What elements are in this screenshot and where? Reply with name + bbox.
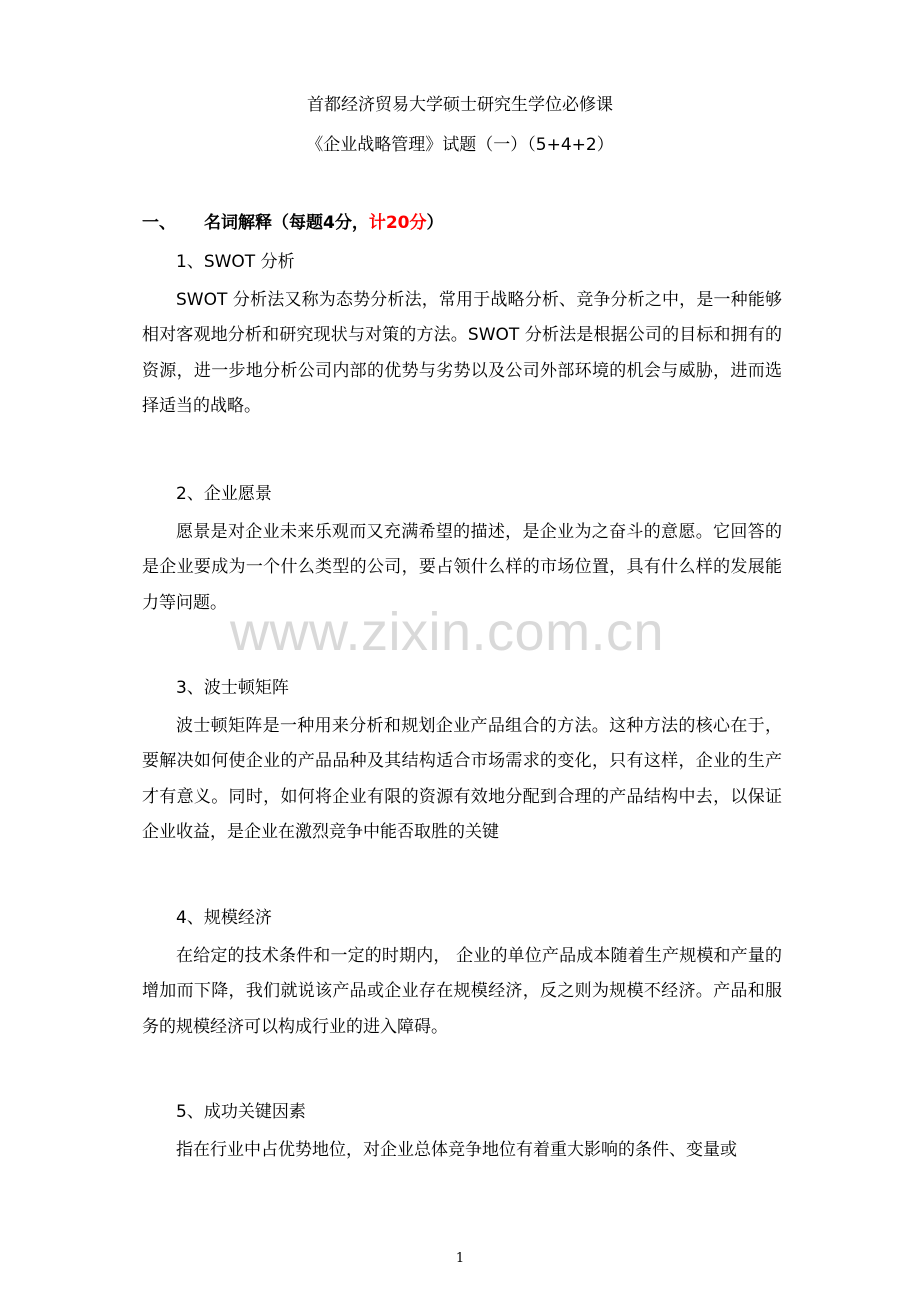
- section-number: 一、: [142, 213, 176, 233]
- document-title-line-2: 《企业战略管理》试题（一）（5+4+2）: [306, 135, 614, 155]
- term-title-economies-of-scale: 4、规模经济: [176, 908, 272, 928]
- term-title-key-success-factors: 5、成功关键因素: [176, 1102, 306, 1122]
- term-body-swot: SWOT 分析法又称为态势分析法，常用于战略分析、竞争分析之中，是一种能够相对客观地分析和研究现状与对策的方法。SWOT 分析法是根据公司的目标和拥有的资源，进一步地分析公司内部的优势与劣势以及公司外部环境的机会与威胁，进而选择适当的战略。: [142, 290, 782, 417]
- section-heading: [142, 210, 444, 236]
- term-body-key-success-factors: 指在行业中占优势地位，对企业总体竞争地位有着重大影响的条件、变量或: [176, 1140, 737, 1160]
- document-title-line-1: 首都经济贸易大学硕士研究生学位必修课: [307, 95, 613, 115]
- term-body-vision: 愿景是对企业未来乐观而又充满希望的描述，是企业为之奋斗的意愿。它回答的是企业要成为一个什么类型的公司，要占领什么样的市场位置，具有什么样的发展能力等问题。: [142, 522, 782, 613]
- term-body-bcg-matrix: 波士顿矩阵是一种用来分析和规划企业产品组合的方法。这种方法的核心在于，要解决如何使企业的产品品种及其结构适合市场需求的变化，只有这样，企业的生产才有意义。同时，如何将企业有限的资源有效地分配到合理的产品结构中去，以保证企业收益，是企业在激烈竞争中能否取胜的关键: [142, 716, 782, 843]
- watermark: www.zixin.com.cn: [230, 602, 665, 662]
- section-heading-close: ）: [426, 213, 444, 233]
- term-body-economies-of-scale: 在给定的技术条件和一定的时期内， 企业的单位产品成本随着生产规模和产量的增加而下降，我们就说该产品或企业存在规模经济，反之则为规模不经济。产品和服务的规模经济可以构成行业的进入障碍。: [142, 946, 782, 1037]
- term-title-bcg-matrix: 3、波士顿矩阵: [176, 678, 289, 698]
- term-title-swot: 1、SWOT 分析: [176, 252, 295, 272]
- section-heading-text: 名词解释（每题4分，: [204, 213, 369, 233]
- page-number: 1: [455, 1251, 465, 1266]
- term-title-vision: 2、企业愿景: [176, 484, 272, 504]
- section-heading-points: 计20分: [368, 213, 427, 233]
